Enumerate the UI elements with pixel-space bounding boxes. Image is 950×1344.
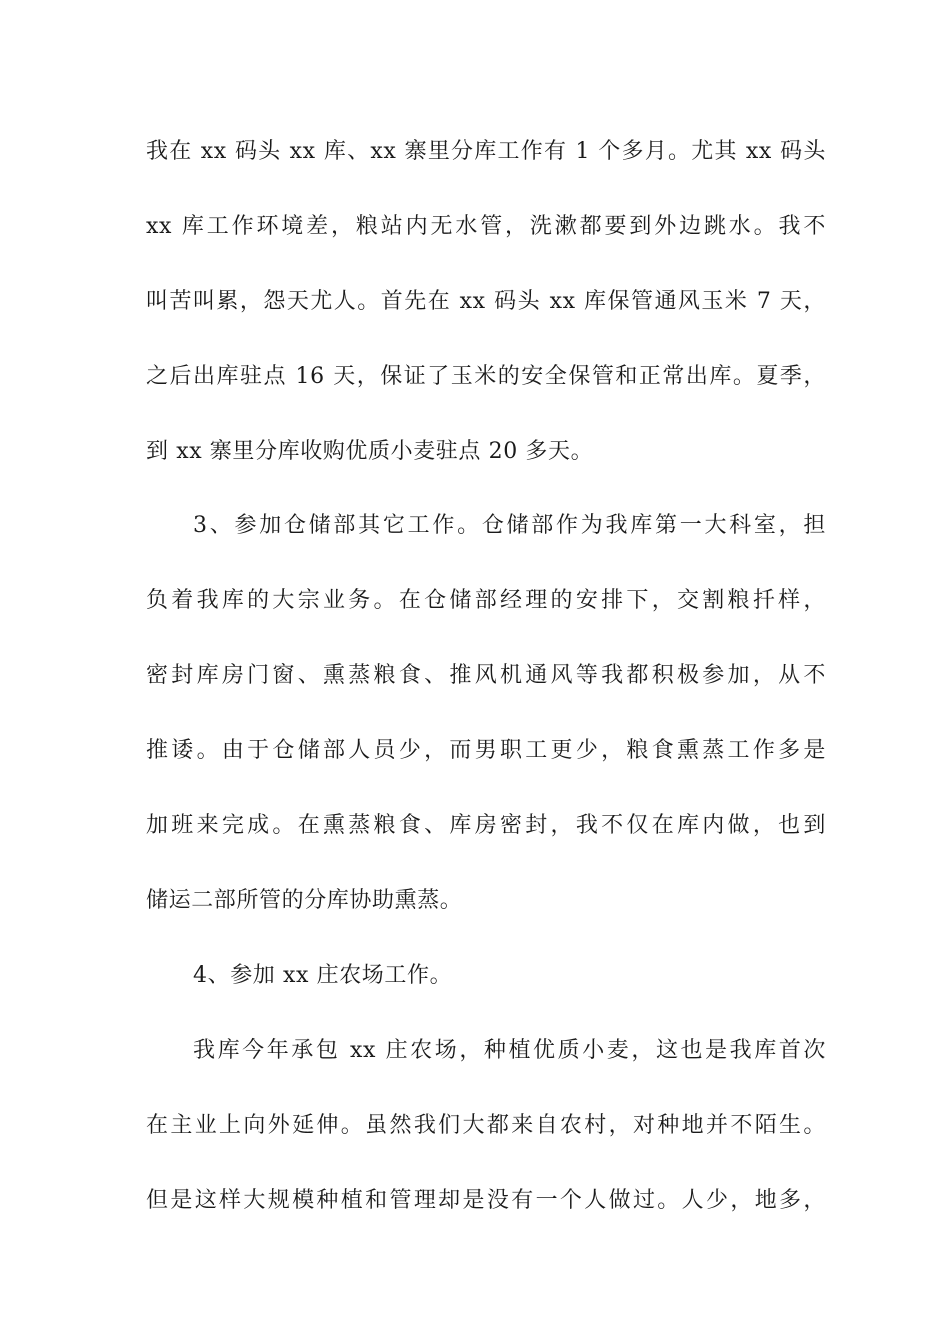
paragraph-line: 我在 xx 码头 xx 库、xx 寨里分库工作有 1 个多月。尤其 xx 码头 [146, 139, 826, 164]
paragraph-line: 在主业上向外延伸。虽然我们大都来自农村，对种地并不陌生。 [146, 1113, 826, 1138]
paragraph-line: 负着我库的大宗业务。在仓储部经理的安排下，交割粮扦样， [146, 588, 826, 613]
paragraph-line: 3、参加仓储部其它工作。仓储部作为我库第一大科室，担 [193, 513, 826, 538]
paragraph-line: 密封库房门窗、熏蒸粮食、推风机通风等我都积极参加，从不 [146, 663, 826, 688]
paragraph-line: 之后出库驻点 16 天，保证了玉米的安全保管和正常出库。夏季， [146, 364, 826, 389]
paragraph-line: 加班来完成。在熏蒸粮食、库房密封，我不仅在库内做，也到 [146, 813, 826, 838]
section-heading: 4、参加 xx 庄农场工作。 [193, 963, 453, 988]
paragraph-line: 储运二部所管的分库协助熏蒸。 [146, 888, 463, 913]
paragraph-line: 我库今年承包 xx 庄农场，种植优质小麦，这也是我库首次 [193, 1038, 826, 1063]
paragraph-line: xx 库工作环境差，粮站内无水管，洗漱都要到外边跳水。我不 [146, 214, 826, 239]
paragraph-line: 推诿。由于仓储部人员少，而男职工更少，粮食熏蒸工作多是 [146, 738, 826, 763]
paragraph-line: 但是这样大规模种植和管理却是没有一个人做过。人少，地多， [146, 1188, 826, 1213]
paragraph-line: 叫苦叫累，怨天尤人。首先在 xx 码头 xx 库保管通风玉米 7 天， [146, 289, 826, 314]
paragraph-line: 到 xx 寨里分库收购优质小麦驻点 20 多天。 [146, 439, 594, 464]
